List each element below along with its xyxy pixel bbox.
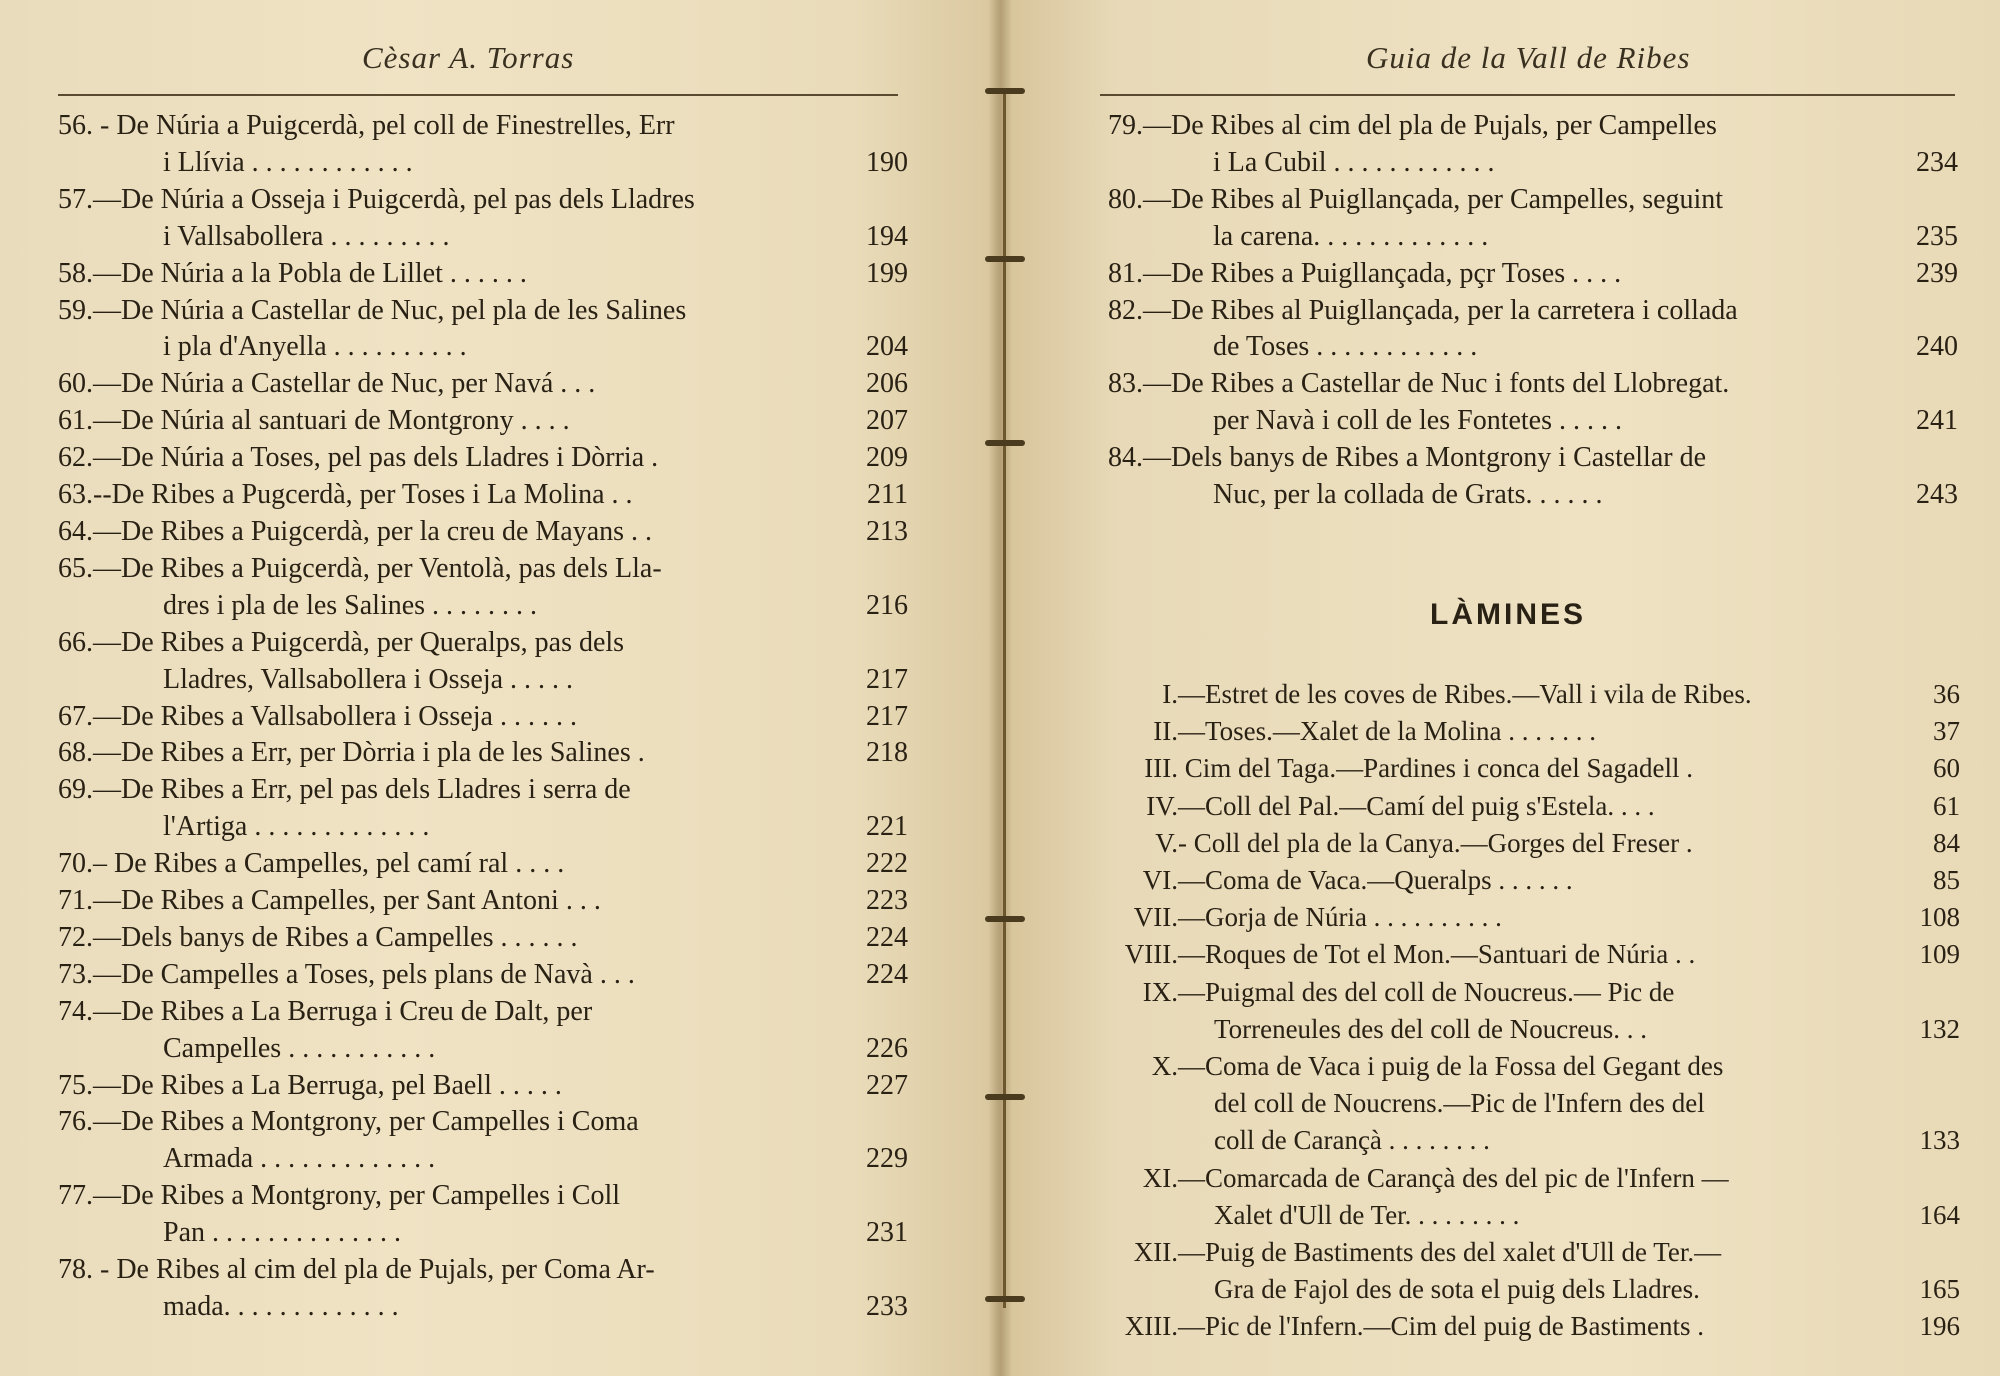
plate-caption-line: coll de Carançà . . . . . . . .: [1214, 1125, 1490, 1156]
plate-caption-line: Torreneules des del coll de Noucreus. . .: [1214, 1013, 1647, 1044]
page-number: 85: [1933, 865, 1960, 896]
route-title-line: 57.—De Núria a Osseja i Puigcerdà, pel pas dels Lladres: [58, 183, 695, 215]
page-number: 164: [1919, 1199, 1960, 1230]
plate-number: I.: [1162, 679, 1178, 709]
route-entry: [58, 440, 908, 477]
plate-caption-line: Xalet d'Ull de Ter. . . . . . . . .: [1214, 1199, 1520, 1230]
page-number: 199: [866, 257, 908, 289]
page-number: 209: [866, 442, 908, 474]
page-number: 243: [1916, 479, 1958, 511]
route-title-line: 62.—De Núria a Toses, pel pas dels Lladres i Dòrria .: [58, 442, 659, 474]
page-number: 133: [1919, 1125, 1960, 1156]
route-entry: [58, 514, 908, 551]
route-title-line: l'Artiga . . . . . . . . . . . . .: [163, 811, 430, 843]
route-title-line: i La Cubil . . . . . . . . . . . .: [1213, 146, 1495, 178]
page-number: 204: [866, 331, 908, 363]
route-title-line: 60.—De Núria a Castellar de Nuc, per Navá . . .: [58, 368, 596, 400]
route-entry: [58, 256, 908, 293]
plate-number: II.: [1153, 716, 1178, 747]
page-number: 84: [1933, 827, 1960, 858]
plate-caption-line: - Coll del pla de la Canya.—Gorges del Freser .: [1178, 827, 1693, 858]
route-title-line: dres i pla de les Salines . . . . . . . .: [163, 589, 538, 621]
binding-knot: [985, 88, 1025, 94]
page-number: 213: [866, 515, 908, 547]
route-title-line: 80.—De Ribes al Puigllançada, per Campelles, seguint: [1108, 183, 1724, 215]
route-title-line: i Llívia . . . . . . . . . . . .: [163, 146, 413, 178]
plate-caption-line: —Gorja de Núria . . . . . . . . . .: [1178, 902, 1502, 933]
page-number: 206: [866, 368, 908, 400]
plate-entry: [1090, 825, 1960, 862]
route-title-line: 84.—Dels banys de Ribes a Montgrony i Castellar de: [1108, 442, 1707, 474]
route-title-line: mada. . . . . . . . . . . . .: [163, 1291, 399, 1322]
route-title-line: 56. - De Núria a Puigcerdà, pel coll de Finestrelles, Err: [58, 110, 675, 141]
route-entry: [1108, 256, 1958, 293]
plate-caption-line: —Estret de les coves de Ribes.—Vall i vila de Ribes.: [1178, 679, 1752, 709]
page-number: 37: [1933, 716, 1960, 747]
page-number: 227: [866, 1069, 908, 1101]
page-number: 109: [1919, 939, 1960, 970]
plate-entry: [1090, 1234, 1960, 1308]
route-title-line: 61.—De Núria al santuari de Montgrony . . . .: [58, 405, 570, 437]
plate-entry: [1090, 676, 1960, 713]
book-gutter: [988, 0, 1012, 1376]
page-number: 60: [1933, 753, 1960, 784]
page-number: 241: [1916, 405, 1958, 437]
plate-number: IV.: [1146, 790, 1178, 821]
route-entry: [58, 477, 908, 514]
route-title-line: Armada . . . . . . . . . . . . .: [163, 1143, 436, 1175]
page-number: 165: [1919, 1274, 1960, 1305]
route-title-line: 64.—De Ribes a Puigcerdà, per la creu de Mayans . .: [58, 515, 653, 547]
left-header-rule: [58, 94, 898, 96]
page-number: 108: [1919, 902, 1960, 933]
binding-knot: [985, 440, 1025, 446]
page-number: 231: [866, 1217, 908, 1249]
route-title-line: 58.—De Núria a la Pobla de Lillet . . . . . .: [58, 257, 527, 289]
plate-number: VIII.: [1124, 939, 1178, 970]
route-entry: [58, 846, 908, 883]
page-number: 224: [866, 958, 908, 990]
plate-entry: [1090, 862, 1960, 899]
route-title-line: 76.—De Ribes a Montgrony, per Campelles i Coma: [58, 1106, 639, 1138]
route-title-line: 67.—De Ribes a Vallsabollera i Osseja . . . . . .: [58, 700, 577, 732]
route-entry: [58, 1104, 908, 1178]
route-title-line: 73.—De Campelles a Toses, pels plans de Navà . . .: [58, 958, 635, 990]
route-entry: [1108, 440, 1958, 514]
plate-number: XI.: [1142, 1162, 1178, 1193]
route-entry: [58, 735, 908, 772]
route-entry: [58, 1252, 908, 1326]
route-title-line: 71.—De Ribes a Campelles, per Sant Antoni . . .: [58, 885, 601, 917]
plate-number: IX.: [1142, 976, 1178, 1007]
page-number: 36: [1933, 679, 1960, 709]
plate-entry: [1090, 899, 1960, 936]
route-title-line: i Vallsabollera . . . . . . . . .: [163, 220, 450, 252]
route-entry: [58, 1178, 908, 1252]
page-number: 235: [1916, 220, 1958, 252]
route-title-line: 59.—De Núria a Castellar de Nuc, pel pla de les Salines: [58, 294, 687, 326]
plate-caption-line: —Toses.—Xalet de la Molina . . . . . . .: [1178, 716, 1597, 747]
route-title-line: 72.—Dels banys de Ribes a Campelles . . . . . .: [58, 921, 578, 953]
page-number: 196: [1919, 1311, 1960, 1342]
page-number: 229: [866, 1143, 908, 1175]
route-title-line: 78. - De Ribes al cim del pla de Pujals, per Coma Ar-: [58, 1254, 655, 1286]
route-title-line: 68.—De Ribes a Err, per Dòrria i pla de les Salines .: [58, 737, 645, 769]
page-number: 226: [866, 1032, 908, 1064]
route-title-line: 63.--De Ribes a Pugcerdà, per Toses i La Molina . .: [58, 479, 633, 511]
route-entry: [1108, 182, 1958, 256]
page-number: 222: [866, 848, 908, 880]
page-number: 194: [866, 220, 908, 252]
route-title-line: la carena. . . . . . . . . . . . .: [1213, 220, 1489, 252]
page-number: 132: [1919, 1013, 1960, 1044]
plate-caption-line: —Puig de Bastiments des del xalet d'Ull de Ter.—: [1178, 1237, 1722, 1268]
plate-entry: [1090, 936, 1960, 973]
route-entry: [58, 1068, 908, 1105]
route-title-line: 69.—De Ribes a Err, pel pas dels Lladres i serra de: [58, 774, 631, 806]
route-title-line: de Toses . . . . . . . . . . . .: [1213, 331, 1478, 363]
plate-number: XII.: [1133, 1237, 1178, 1268]
route-title-line: 66.—De Ribes a Puigcerdà, per Queralps, pas dels: [58, 626, 625, 658]
plate-number: VI.: [1142, 865, 1178, 896]
page-number: 234: [1916, 146, 1958, 178]
right-running-header: Guia de la Vall de Ribes: [1366, 40, 1691, 75]
page-number: 218: [866, 737, 908, 769]
route-entry: [58, 182, 908, 256]
route-title-line: 75.—De Ribes a La Berruga, pel Baell . . . . .: [58, 1069, 562, 1101]
binding-thread: [1003, 88, 1006, 1308]
plate-caption-line: —Comarcada de Carançà des del pic de l'Infern —: [1178, 1162, 1729, 1193]
page-number: 240: [1916, 331, 1958, 363]
plate-caption-line: —Coma de Vaca i puig de la Fossa del Gegant des: [1178, 1051, 1724, 1082]
route-title-line: 81.—De Ribes a Puigllançada, pçr Toses . . . .: [1108, 257, 1622, 289]
page-number: 224: [866, 921, 908, 953]
route-entry: [58, 625, 908, 699]
route-title-line: Nuc, per la collada de Grats. . . . . .: [1213, 479, 1603, 511]
plate-entry: [1090, 750, 1960, 787]
plate-caption-line: Cim del Taga.—Pardines i conca del Sagadell .: [1178, 753, 1693, 784]
route-entry: [58, 772, 908, 846]
route-title-line: 70.– De Ribes a Campelles, pel camí ral . . . .: [58, 848, 565, 880]
page-number: 216: [866, 589, 908, 621]
route-title-line: 74.—De Ribes a La Berruga i Creu de Dalt, per: [58, 995, 593, 1027]
plate-caption-line: —Coll del Pal.—Camí del puig s'Estela. . . .: [1178, 790, 1655, 821]
plate-caption-line: —Pic de l'Infern.—Cim del puig de Bastiments .: [1178, 1311, 1705, 1342]
page-number: 217: [866, 663, 908, 695]
plate-entry: [1090, 788, 1960, 825]
plate-entry: [1090, 1308, 1960, 1345]
route-entry: [58, 366, 908, 403]
binding-knot: [985, 256, 1025, 262]
route-entry: [58, 920, 908, 957]
plate-caption-line: —Roques de Tot el Mon.—Santuari de Núria . .: [1178, 939, 1696, 970]
binding-knot: [985, 1296, 1025, 1302]
route-entry: [58, 699, 908, 736]
page-number: 221: [866, 811, 908, 843]
binding-knot: [985, 1094, 1025, 1100]
route-title-line: Campelles . . . . . . . . . . .: [163, 1032, 436, 1064]
route-title-line: 65.—De Ribes a Puigcerdà, per Ventolà, pas dels Lla-: [58, 552, 662, 584]
page-number: 239: [1916, 257, 1958, 289]
route-title-line: Lladres, Vallsabollera i Osseja . . . . .: [163, 663, 574, 695]
page-number: 211: [867, 479, 908, 511]
page-number: 217: [866, 700, 908, 732]
plate-caption-line: —Coma de Vaca.—Queralps . . . . . .: [1178, 865, 1573, 896]
route-title-line: 79.—De Ribes al cim del pla de Pujals, per Campelles: [1108, 110, 1717, 141]
route-entry: [58, 108, 908, 182]
plate-number: X.: [1151, 1051, 1178, 1082]
route-entry: [58, 551, 908, 625]
plate-caption-line: del coll de Noucrens.—Pic de l'Infern des del: [1214, 1088, 1705, 1119]
route-entry: [58, 957, 908, 994]
route-title-line: per Navà i coll de les Fontetes . . . . .: [1213, 405, 1623, 437]
page-number: 223: [866, 885, 908, 917]
plate-number: V.: [1155, 827, 1178, 858]
route-entry: [58, 883, 908, 920]
plate-caption-line: —Puigmal des del coll de Noucreus.— Pic de: [1178, 976, 1675, 1007]
plate-entry: [1090, 1160, 1960, 1234]
page-number: 233: [866, 1291, 908, 1322]
plate-entry: [1090, 974, 1960, 1048]
right-header-rule: [1100, 94, 1955, 96]
left-route-list: [58, 108, 908, 1326]
left-running-header: Cèsar A. Torras: [362, 40, 575, 75]
plate-number: III.: [1144, 753, 1178, 784]
route-entry: [1108, 293, 1958, 367]
plates-section-title: LÀMINES: [1430, 598, 1586, 631]
plate-entry: [1090, 1048, 1960, 1160]
plates-list: [1090, 676, 1960, 1346]
route-title-line: 82.—De Ribes al Puigllançada, per la carretera i collada: [1108, 294, 1738, 326]
plate-number: XIII.: [1124, 1311, 1178, 1342]
route-title-line: i pla d'Anyella . . . . . . . . . .: [163, 331, 467, 363]
route-entry: [1108, 108, 1958, 182]
route-entry: [1108, 366, 1958, 440]
plate-number: VII.: [1133, 902, 1178, 933]
plate-caption-line: Gra de Fajol des de sota el puig dels Lladres.: [1214, 1274, 1700, 1305]
route-title-line: 77.—De Ribes a Montgrony, per Campelles i Coll: [58, 1180, 620, 1212]
page-number: 207: [866, 405, 908, 437]
route-title-line: Pan . . . . . . . . . . . . . .: [163, 1217, 401, 1249]
route-entry: [58, 293, 908, 367]
route-title-line: 83.—De Ribes a Castellar de Nuc i fonts del Llobregat.: [1108, 368, 1730, 400]
route-entry: [58, 403, 908, 440]
right-route-list: [1108, 108, 1958, 514]
route-entry: [58, 994, 908, 1068]
binding-knot: [985, 916, 1025, 922]
page-number: 61: [1933, 790, 1960, 821]
plate-entry: [1090, 713, 1960, 750]
page-number: 190: [866, 146, 908, 178]
